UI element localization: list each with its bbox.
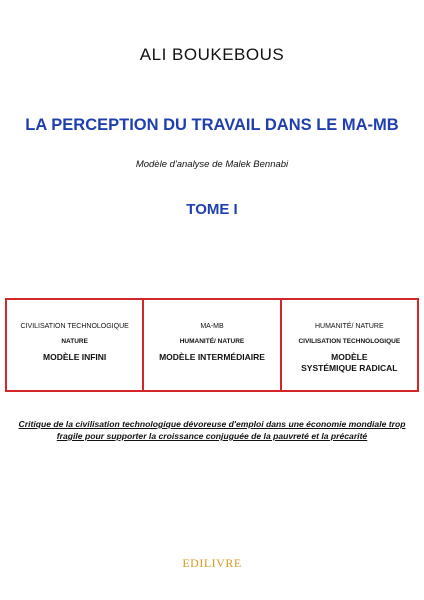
book-subtitle: Modèle d'analyse de Malek Bennabi <box>135 159 289 170</box>
model-box-line2: CIVILISATION TECHNOLOGIQUE <box>298 338 401 345</box>
book-title: LA PERCEPTION DU TRAVAIL DANS LE MA-MB <box>25 116 399 134</box>
author-name: ALI BOUKEBOUS <box>139 45 285 64</box>
model-box-line2: NATURE <box>61 338 88 345</box>
model-box-line1: HUMANITÉ/ NATURE <box>314 323 384 330</box>
model-box-infinite <box>5 298 144 392</box>
model-box-name: MODÈLE SYSTÉMIQUE RADICAL <box>301 352 398 373</box>
model-box-line1: MA-MB <box>200 323 224 330</box>
critique-text: Critique de la civilisation technologique dévoreuse d'emploi dans une économie mondiale trop fragile pour supporter la croissance conjuguée de la pauvreté et la précarité <box>18 419 406 441</box>
volume-label: TOME I <box>186 201 238 218</box>
model-box-line2: HUMANITÉ/ NATURE <box>179 338 245 345</box>
publisher-logo: EDILIVRE <box>182 556 242 570</box>
model-box-name: MODÈLE INFINI <box>43 352 107 362</box>
model-box-line1: CIVILISATION TECHNOLOGIQUE <box>20 323 129 330</box>
model-boxes <box>5 298 419 392</box>
model-box-radical <box>280 298 419 392</box>
model-box-name: MODÈLE INTERMÉDIAIRE <box>159 352 265 362</box>
model-box-intermediate <box>142 298 281 392</box>
